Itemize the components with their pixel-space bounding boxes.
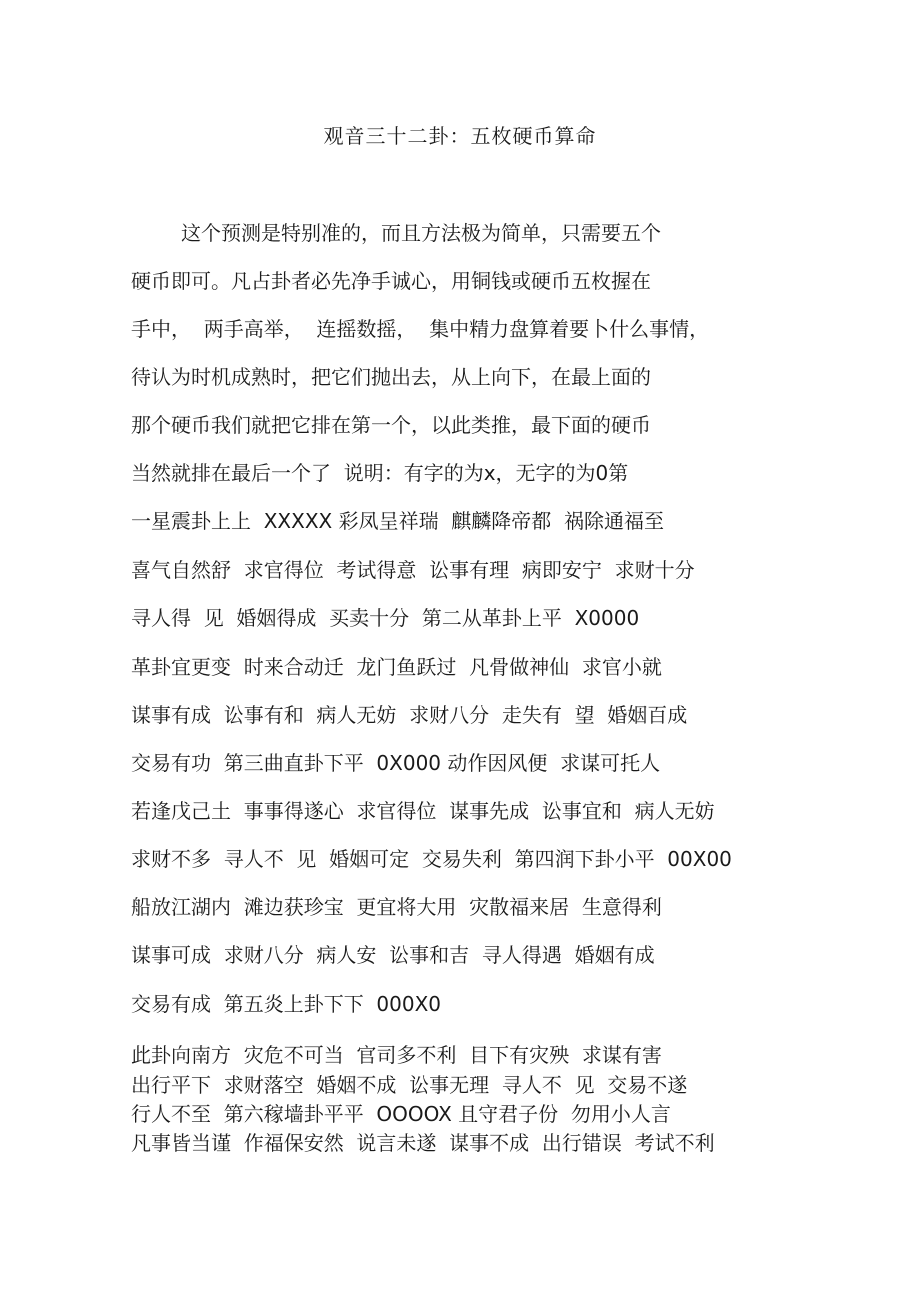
text-line: 交易有功 第三曲直卦下平 0X000 动作因风便 求谋可托人 [131,751,661,775]
text-line: 凡事皆当谨 作福保安然 说言未遂 谋事不成 出行错误 考试不利 [131,1131,715,1155]
text-line: 硬币即可。凡占卦者必先净手诚心，用铜钱或硬币五枚握在 [131,269,651,293]
text-line: 一星震卦上上 XXXXX 彩凤呈祥瑞 麒麟降帝都 祸除通福至 [131,509,665,533]
text-line: 船放江湖内 滩边获珍宝 更宜将大用 灾散福来居 生意得利 [131,895,662,919]
text-line: 这个预测是特别准的，而且方法极为简单，只需要五个 [181,221,661,245]
text-line: 手中， 两手高举， 连摇数摇， 集中精力盘算着要卜什么事情， [131,317,710,341]
text-line: 革卦宜更变 时来合动迁 龙门鱼跃过 凡骨做神仙 求官小就 [131,655,662,679]
text-line: 谋事有成 讼事有和 病人无妨 求财八分 走失有 望 婚姻百成 [131,703,688,727]
text-line: 寻人得 见 婚姻得成 买卖十分 第二从革卦上平 X0000 [131,606,640,630]
text-line: 当然就排在最后一个了 说明：有字的为x，无字的为0第 [131,461,629,485]
text-line: 待认为时机成熟时，把它们抛出去，从上向下，在最上面的 [131,365,651,389]
text-line: 谋事可成 求财八分 病人安 讼事和吉 寻人得遇 婚姻有成 [131,943,655,967]
text-line: 求财不多 寻人不 见 婚姻可定 交易失利 第四润下卦小平 00X00 [131,847,732,871]
text-line: 那个硬币我们就把它排在第一个，以此类推，最下面的硬币 [131,413,651,437]
text-line: 此卦向南方 灾危不可当 官司多不利 目下有灾殃 求谋有害 [131,1043,662,1067]
text-line: 喜气自然舒 求官得位 考试得意 讼事有理 病即安宁 求财十分 [131,558,695,582]
document-title: 观音三十二卦：五枚硬币算命 [323,124,597,148]
text-line: 行人不至 第六稼墙卦平平 OOOOX 且守君子份 勿用小人言 [131,1102,671,1126]
text-line: 出行平下 求财落空 婚姻不成 讼事无理 寻人不 见 交易不遂 [131,1073,688,1097]
text-line: 若逢戊己土 事事得遂心 求官得位 谋事先成 讼事宜和 病人无妨 [131,799,715,823]
text-line: 交易有成 第五炎上卦下下 000X0 [131,992,442,1016]
